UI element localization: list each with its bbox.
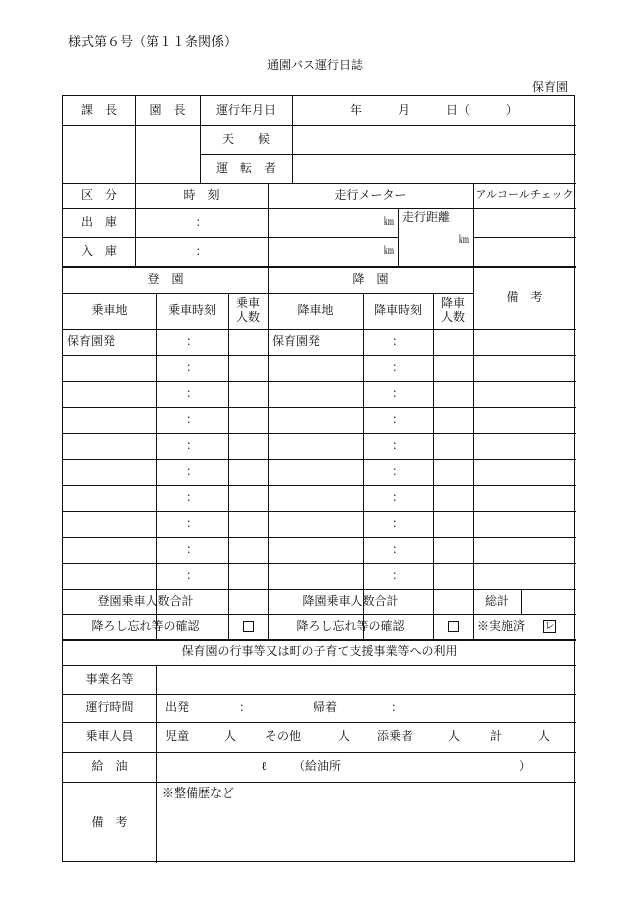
row-line [63, 563, 576, 564]
alighting-time-header: 降車時刻 [373, 303, 422, 318]
return-label: 帰着 [312, 700, 337, 715]
liter-unit[interactable]: ℓ [261, 759, 267, 774]
alcohol-check-in-field[interactable] [473, 237, 576, 266]
children-unit: 人 [223, 729, 236, 744]
done-checkmark[interactable]: レ [544, 621, 555, 632]
operation-date-field[interactable]: 年 月 日（ ） [349, 102, 518, 117]
gas-station-label: （給油所 [293, 759, 342, 774]
boarding-time-field[interactable]: ： [185, 516, 198, 531]
first-alighting-place[interactable]: 保育園発 [272, 334, 321, 349]
leftover-check-to-checkbox[interactable] [243, 621, 254, 632]
boarding-time-field[interactable]: ： [185, 386, 198, 401]
organization-label: 保育園 [531, 80, 568, 94]
to-school-total-label: 登園乗車人数合計 [97, 593, 194, 608]
return-time-colon[interactable]: ： [391, 700, 404, 715]
event-name-label: 事業名等 [85, 671, 134, 686]
usage-title: 保育園の行事等又は町の子育て支援事業等への利用 [181, 644, 458, 659]
other-label: その他 [264, 729, 301, 744]
return-time-field[interactable]: ： [195, 243, 208, 258]
alighting-time-field[interactable]: ： [391, 412, 404, 427]
boarding-time-field[interactable]: ： [185, 412, 198, 427]
operating-time-label: 運行時間 [85, 700, 134, 715]
boarding-time-field[interactable]: ： [185, 334, 198, 349]
route-remarks-header: 備 考 [506, 289, 543, 304]
bus-log-form [62, 95, 575, 862]
boarding-count-header: 乗車人数 [235, 296, 260, 324]
document-title: 通園バス運行日誌 [266, 58, 363, 72]
distance-label: 走行距離 [402, 210, 451, 224]
alighting-time-field[interactable]: ： [391, 464, 404, 479]
time-label: 時 刻 [183, 187, 220, 202]
col-line [433, 293, 434, 639]
row-line [63, 355, 576, 356]
driver-label: 運 転 者 [215, 160, 276, 175]
form-number: 様式第６号（第１１条関係） [68, 35, 238, 50]
total-label: 計 [489, 729, 502, 744]
event-name-field[interactable] [156, 665, 576, 694]
to-school-header: 登 園 [147, 271, 184, 286]
boarding-time-field[interactable]: ： [185, 568, 198, 583]
depart-time-colon[interactable]: ： [239, 700, 252, 715]
odometer-label: 走行メーター [334, 187, 407, 202]
fuel-label: 給 油 [91, 759, 128, 774]
category-label: 区 分 [80, 187, 117, 202]
row-line [63, 459, 576, 460]
boarding-time-field[interactable]: ： [185, 490, 198, 505]
alighting-time-field[interactable]: ： [391, 542, 404, 557]
from-school-total-field[interactable] [433, 589, 473, 614]
row-line [63, 537, 576, 538]
depart-garage-label: 出 庫 [80, 214, 117, 229]
riders-label: 乗車人員 [85, 729, 134, 744]
leftover-check-from-checkbox[interactable] [448, 621, 459, 632]
to-school-total-field[interactable] [228, 589, 268, 614]
alighting-time-field[interactable]: ： [391, 438, 404, 453]
done-label: ※実施済 [477, 618, 526, 633]
leftover-check-from-label: 降ろし忘れ等の確認 [296, 618, 405, 633]
col-line [228, 293, 229, 639]
weather-field[interactable] [292, 125, 576, 154]
children-label: 児童 [165, 729, 190, 744]
alighting-time-field[interactable]: ： [391, 334, 404, 349]
boarding-time-field[interactable]: ： [185, 464, 198, 479]
row-line [63, 433, 576, 434]
alighting-count-header: 降車人数 [440, 296, 465, 324]
notes-label: 備 考 [91, 814, 128, 829]
return-odometer-field[interactable]: ㎞ [384, 245, 394, 257]
return-garage-label: 入 庫 [80, 243, 117, 258]
alighting-place-header: 降車地 [297, 303, 334, 318]
escort-unit: 人 [447, 729, 460, 744]
weather-label: 天 候 [221, 131, 270, 146]
distance-unit[interactable]: ㎞ [459, 235, 469, 247]
grand-total-field[interactable] [521, 589, 576, 614]
from-school-total-label: 降園乗車人数合計 [302, 593, 399, 608]
principal-stamp-box[interactable] [135, 125, 200, 183]
alighting-time-field[interactable]: ： [391, 490, 404, 505]
row-line [63, 511, 576, 512]
from-school-header: 降 園 [352, 271, 389, 286]
principal-label: 園 長 [149, 102, 186, 117]
other-unit: 人 [337, 729, 350, 744]
row-line [63, 407, 576, 408]
alighting-time-field[interactable]: ： [391, 360, 404, 375]
depart-label: 出発 [165, 700, 190, 715]
boarding-time-field[interactable]: ： [185, 542, 198, 557]
operation-date-label: 運行年月日 [215, 102, 276, 117]
row-line [63, 381, 576, 382]
alighting-time-field[interactable]: ： [391, 516, 404, 531]
alcohol-check-label: アルコールチェック [475, 188, 574, 202]
gas-station-close: ） [518, 759, 531, 774]
depart-odometer-field[interactable]: ㎞ [384, 216, 394, 228]
first-boarding-place[interactable]: 保育園発 [67, 334, 116, 349]
boarding-place-header: 乗車地 [91, 303, 128, 318]
boarding-time-field[interactable]: ： [185, 438, 198, 453]
notes-field[interactable]: ※整備歴など [162, 786, 235, 800]
escort-label: 添乗者 [376, 729, 413, 744]
leftover-check-to-label: 降ろし忘れ等の確認 [91, 618, 200, 633]
driver-field[interactable] [292, 154, 576, 183]
alcohol-check-out-field[interactable] [473, 208, 576, 237]
boarding-time-field[interactable]: ： [185, 360, 198, 375]
depart-time-field[interactable]: ： [195, 214, 208, 229]
boarding-time-header: 乗車時刻 [167, 303, 216, 318]
row-line [63, 485, 576, 486]
total-unit: 人 [537, 729, 550, 744]
grand-total-label: 総計 [484, 593, 509, 608]
alighting-time-field[interactable]: ： [391, 568, 404, 583]
section-chief-stamp-box[interactable] [63, 125, 135, 183]
section-chief-label: 課 長 [80, 102, 117, 117]
alighting-time-field[interactable]: ： [391, 386, 404, 401]
